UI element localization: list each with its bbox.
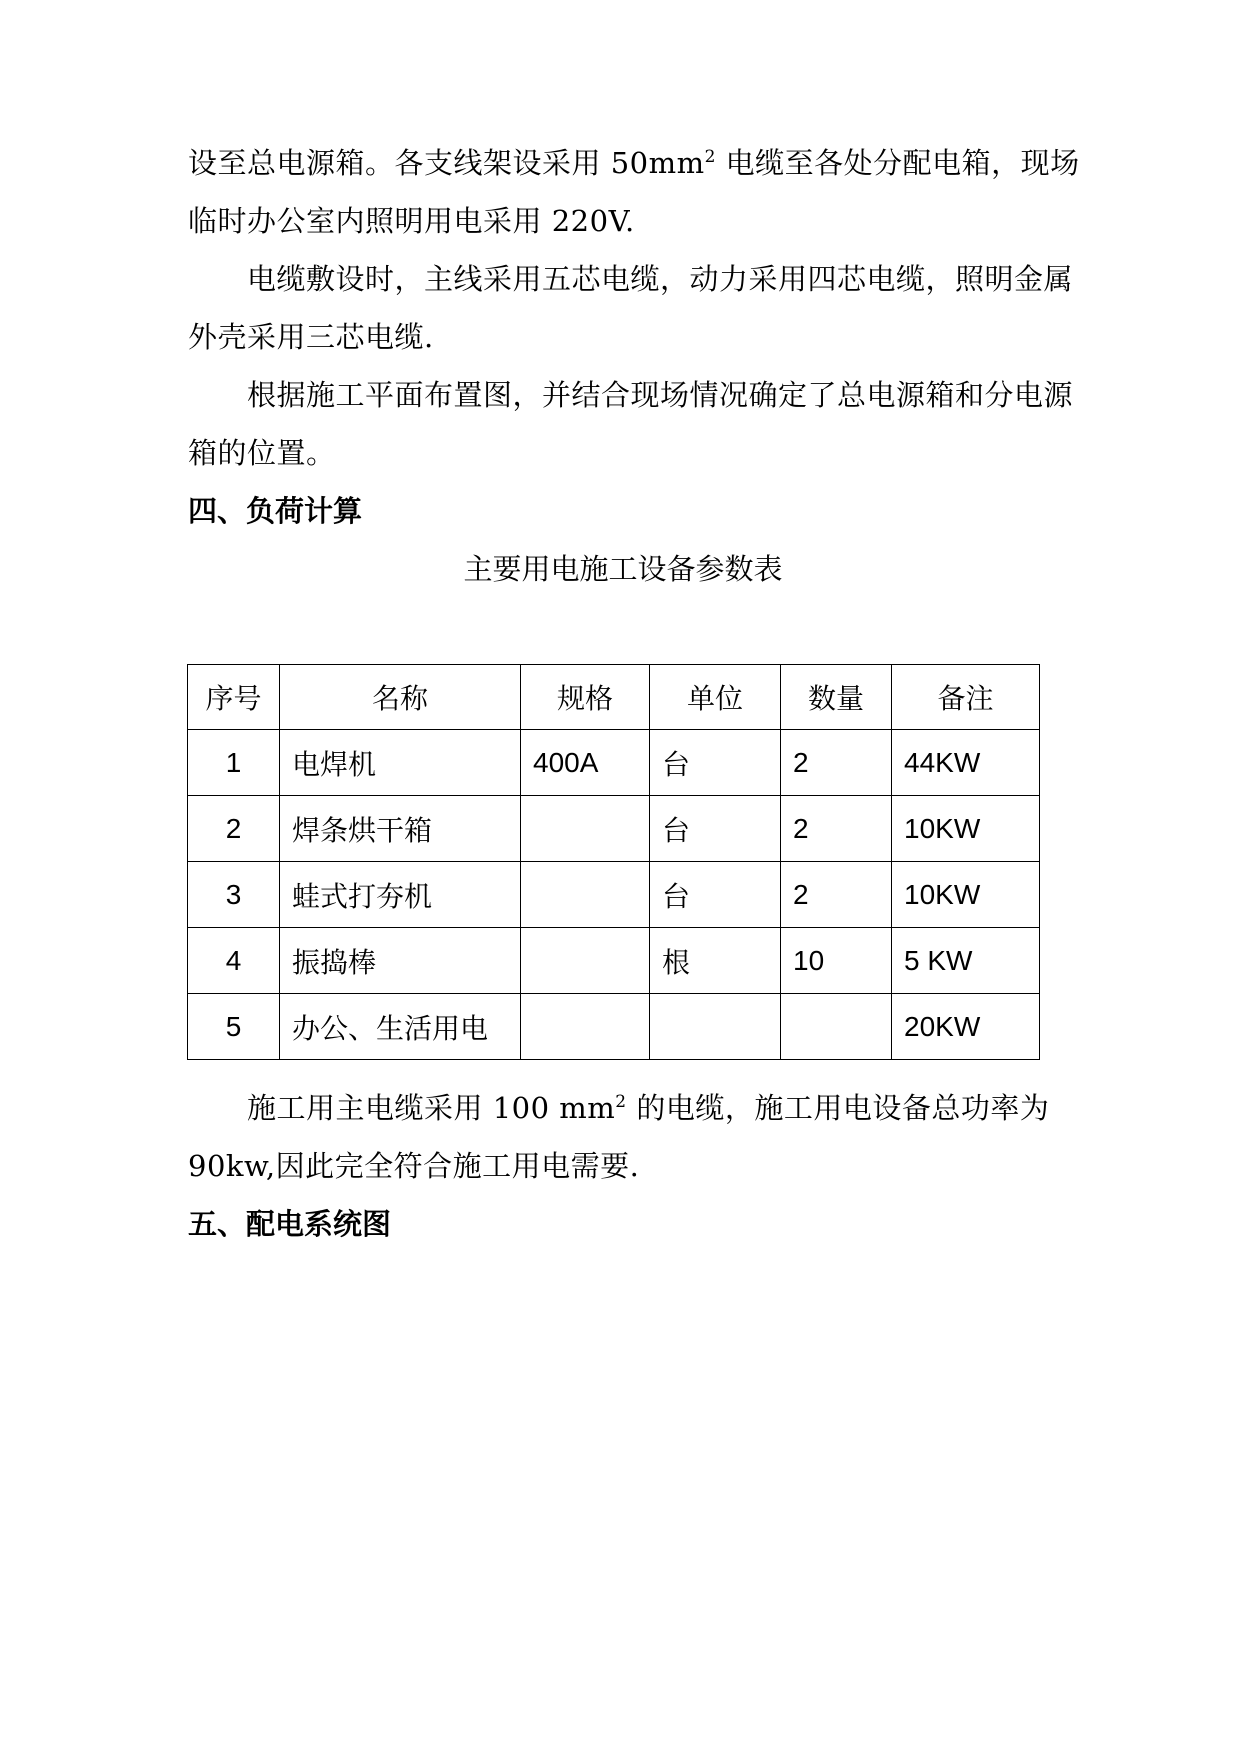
cell-name: 蛙式打夯机 — [280, 862, 521, 928]
cell-spec — [521, 928, 650, 994]
header-unit: 单位 — [650, 665, 781, 730]
paragraph-2-line-1: 电缆敷设时，主线采用五芯电缆，动力采用四芯电缆，照明金属 — [247, 262, 1074, 296]
paragraph-3-line-1: 根据施工平面布置图，并结合现场情况确定了总电源箱和分电源 — [247, 378, 1074, 412]
cell-remarks: 5 KW — [892, 928, 1040, 994]
cell-name: 焊条烘干箱 — [280, 796, 521, 862]
header-quantity: 数量 — [781, 665, 892, 730]
table-row — [188, 862, 1040, 928]
header-remarks: 备注 — [892, 665, 1040, 730]
paragraph-4-line-2: 90kw,因此完全符合施工用电需要. — [188, 1149, 640, 1183]
header-index: 序号 — [188, 665, 280, 730]
table-header-row — [188, 665, 1040, 730]
cell-index: 4 — [188, 928, 280, 994]
cell-spec — [521, 796, 650, 862]
cell-unit: 台 — [650, 796, 781, 862]
section-5-heading: 五、配电系统图 — [188, 1207, 392, 1241]
text-segment: 电缆至各处分配电箱，现场 — [715, 146, 1080, 180]
cell-unit: 台 — [650, 730, 781, 796]
superscript: 2 — [615, 1092, 627, 1112]
cell-name: 办公、生活用电 — [280, 994, 521, 1060]
header-name: 名称 — [280, 665, 521, 730]
cell-spec — [521, 862, 650, 928]
text-segment: 施工用主电缆采用 100 mm — [247, 1091, 616, 1125]
paragraph-2-line-2: 外壳采用三芯电缆. — [188, 320, 434, 354]
cell-quantity: 10 — [781, 928, 892, 994]
cell-name: 振捣棒 — [280, 928, 521, 994]
cell-spec — [521, 994, 650, 1060]
cell-unit: 台 — [650, 862, 781, 928]
cell-index: 1 — [188, 730, 280, 796]
paragraph-1-line-2: 临时办公室内照明用电采用 220V. — [188, 204, 635, 238]
header-spec: 规格 — [521, 665, 650, 730]
cell-index: 5 — [188, 994, 280, 1060]
paragraph-4-line-1 — [247, 1088, 1058, 1128]
cell-remarks: 10KW — [892, 862, 1040, 928]
cell-quantity: 2 — [781, 796, 892, 862]
paragraph-1-line-1 — [188, 143, 1080, 183]
cell-remarks: 20KW — [892, 994, 1040, 1060]
cell-index: 2 — [188, 796, 280, 862]
cell-spec: 400A — [521, 730, 650, 796]
cell-quantity — [781, 994, 892, 1060]
table-row — [188, 796, 1040, 862]
table-row — [188, 994, 1040, 1060]
cell-unit — [650, 994, 781, 1060]
cell-index: 3 — [188, 862, 280, 928]
table-caption: 主要用电施工设备参数表 — [463, 552, 783, 586]
cell-remarks: 10KW — [892, 796, 1040, 862]
table-row — [188, 730, 1040, 796]
paragraph-3-line-2: 箱的位置。 — [188, 436, 336, 470]
cell-quantity: 2 — [781, 862, 892, 928]
cell-unit: 根 — [650, 928, 781, 994]
superscript: 2 — [704, 147, 716, 167]
text-segment: 的电缆，施工用电设备总功率为 — [626, 1091, 1050, 1125]
cell-remarks: 44KW — [892, 730, 1040, 796]
table-row — [188, 928, 1040, 994]
text-segment: 设至总电源箱。各支线架设采用 50mm — [188, 146, 705, 180]
cell-name: 电焊机 — [280, 730, 521, 796]
cell-quantity: 2 — [781, 730, 892, 796]
section-4-heading: 四、负荷计算 — [188, 494, 363, 528]
equipment-parameters-table — [187, 664, 1040, 1060]
